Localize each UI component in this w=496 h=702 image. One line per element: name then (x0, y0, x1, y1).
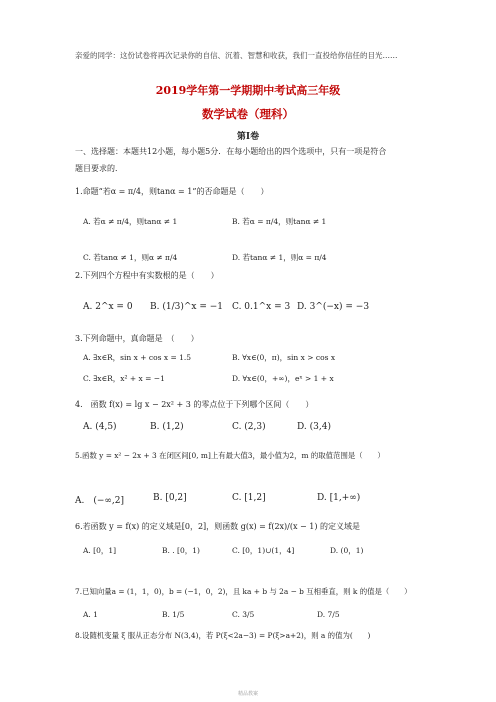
question-1-option-a: A. 若α ≠ π/4，则tanα ≠ 1 (83, 217, 178, 226)
question-2-option-b: B. (1/3)^x = −1 (150, 302, 223, 312)
question-6-option-c: C. [0，1)∪(1，4] (232, 546, 295, 555)
question-4-stem: 4. 函数 f(x) = lg x − 2x² + 3 的零点位于下列哪个区间（ ） (75, 400, 314, 409)
question-4-option-b: B. (1,2) (150, 422, 184, 432)
question-5-option-d: D. [1,+∞) (317, 493, 361, 503)
question-3-option-b: B. ∀x∈(0，π)，sin x > cos x (232, 353, 336, 362)
question-6-option-b: B. . [0，1) (162, 546, 200, 555)
question-2-option-a: A. 2^x = 0 (83, 302, 133, 312)
question-6-option-d: D. (0，1) (330, 546, 364, 555)
question-2-stem: 2.下列四个方程中有实数根的是（ ） (75, 271, 219, 280)
question-5-option-b: B. [0,2] (153, 493, 187, 503)
question-7-option-a: A. 1 (83, 610, 98, 619)
question-7-option-b: B. 1/5 (162, 610, 185, 619)
question-2-option-d: D. 3^(−x) = −3 (297, 302, 370, 312)
question-7-option-c: C. 3/5 (232, 610, 255, 619)
exam-title: 2019学年第一学期期中考试高三年级 (155, 84, 341, 97)
instructions-line-1: 一、选择题：本题共12小题，每小题5分．在每小题给出的四个选项中，只有一项是符合 (75, 147, 387, 156)
question-3-option-a: A. ∃x∈R，sin x + cos x = 1.5 (83, 353, 192, 362)
section-heading: 第Ⅰ卷 (236, 132, 260, 142)
question-5-stem: 5.函数 y = x² − 2x + 3 在闭区间[0, m]上有最大值3，最小值为2，m 的取值范围是（ ） (75, 451, 385, 460)
question-4-option-a: A. (4,5) (83, 422, 117, 432)
question-1-option-c: C. 若tanα ≠ 1，则α ≠ π/4 (83, 253, 178, 262)
intro-message: 亲爱的同学：这份试卷将再次记录你的自信、沉着、智慧和收获，我们一直投给你信任的目光…… (75, 51, 398, 60)
question-1-stem: 1.命题“若α = π/4，则tanα = 1”的否命题是（ ） (75, 187, 269, 196)
page-footer: 精品教案 (237, 691, 258, 697)
question-3-option-c: C. ∃x∈R，x² + x = −1 (83, 374, 165, 383)
instructions-line-2: 题目要求的． (75, 164, 123, 173)
question-7-stem: 7.已知向量a = (1，1，0)，b = (−1，0，2)，且 ka + b 与 2a − b 互相垂直，则 k 的值是（ ） (75, 587, 412, 596)
question-6-option-a: A. [0，1] (83, 546, 117, 555)
question-1-option-d: D. 若tanα ≠ 1，则α = π/4 (232, 253, 327, 262)
question-2-option-c: C. 0.1^x = 3 (232, 302, 291, 312)
question-5-option-c: C. [1,2] (232, 493, 266, 503)
question-3-stem: 3.下列命题中，真命题是 （ ） (75, 334, 199, 343)
question-1-option-b: B. 若α = π/4，则tanα ≠ 1 (232, 217, 327, 226)
question-4-option-c: C. (2,3) (232, 422, 266, 432)
question-6-stem: 6.若函数 y = f(x) 的定义域是[0，2]，则函数 g(x) = f(2x)/(x − 1) 的定义域是 (75, 522, 361, 531)
question-4-option-d: D. (3,4) (297, 422, 331, 432)
question-7-option-d: D. 7/5 (317, 610, 340, 619)
question-8-stem: 8.设随机变量 ξ 服从正态分布 N(3,4)，若 P(ξ<2a−3) = P(ξ>a+2)，则 a 的值为( ) (75, 631, 371, 640)
question-5-option-a: A. (−∞,2] (75, 496, 125, 506)
exam-subtitle: 数学试卷（理科） (202, 107, 294, 121)
question-3-option-d: D. ∀x∈(0，+∞)，eˣ > 1 + x (232, 374, 334, 383)
